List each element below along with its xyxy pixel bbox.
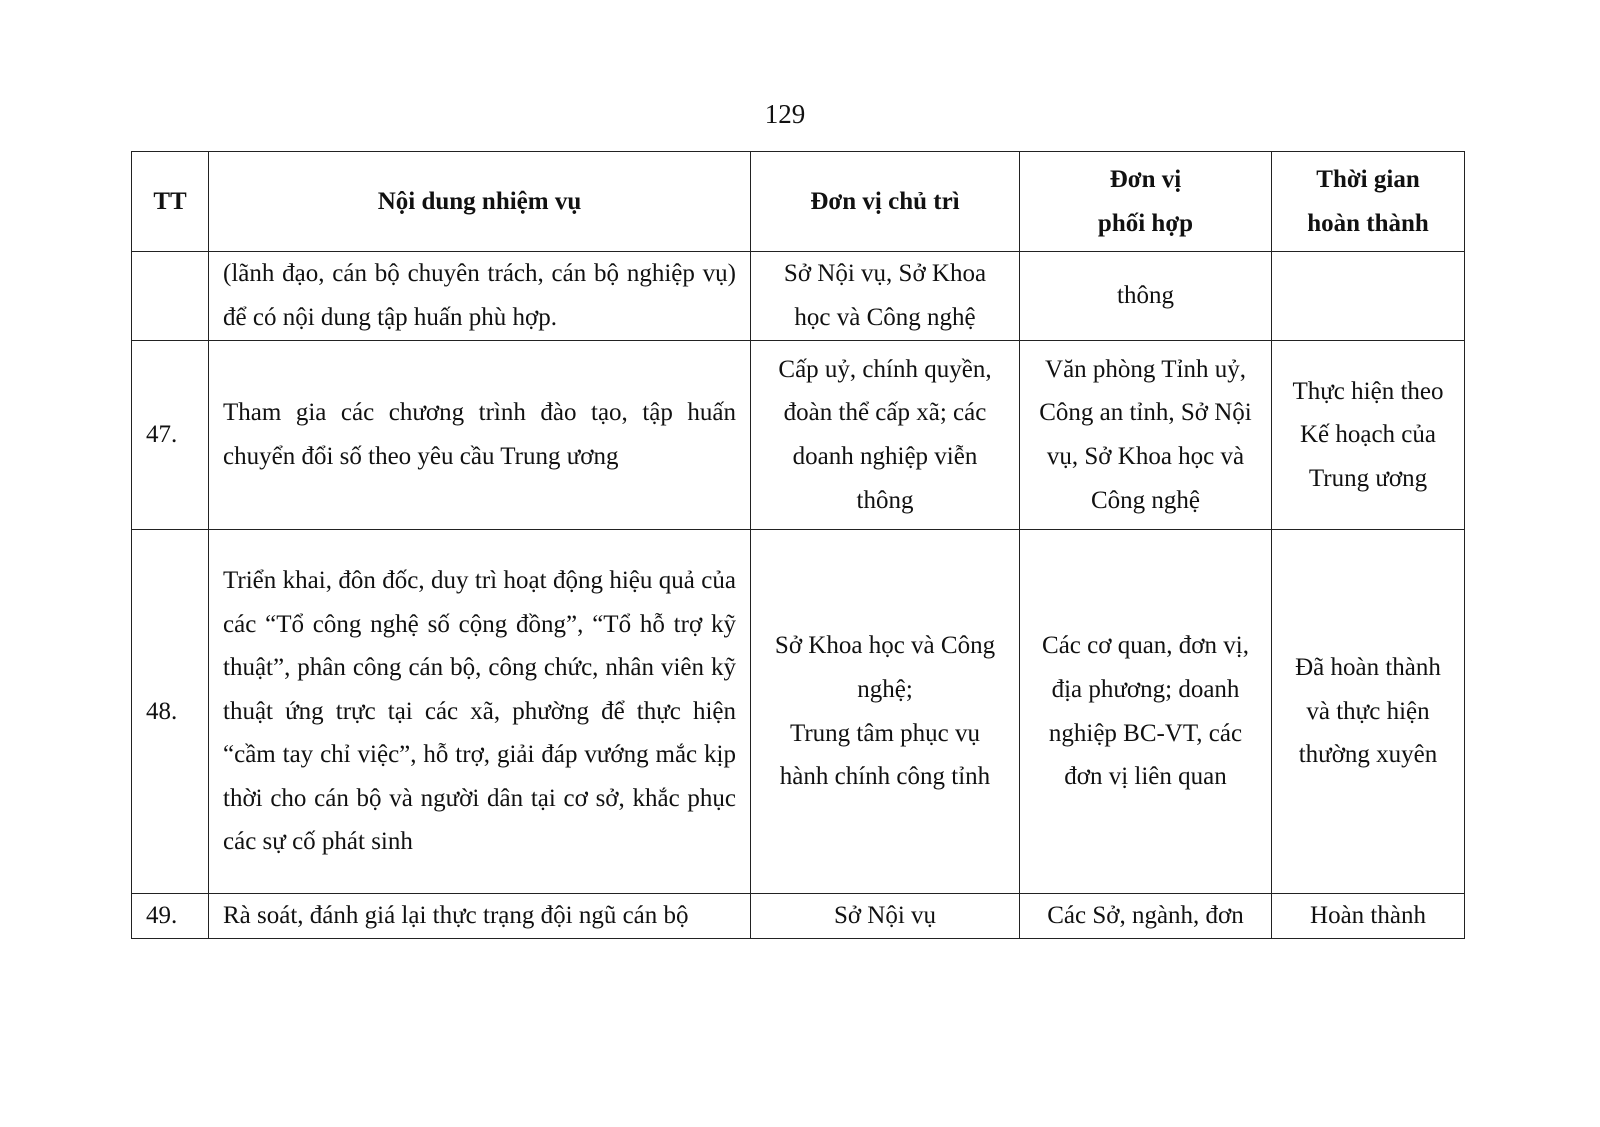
task-table <box>131 151 1465 939</box>
cell-content: Rà soát, đánh giá lại thực trạng đội ngũ cán bộ <box>209 894 751 939</box>
cell-completion-time: Thực hiện theo Kế hoạch của Trung ương <box>1272 341 1465 530</box>
table-row-49 <box>132 894 1465 939</box>
cell-tt: 48. <box>132 530 209 894</box>
header-time-line1: Thời gian <box>1316 165 1420 193</box>
cell-coordinating-unit: Các Sở, ngành, đơn <box>1020 894 1272 939</box>
header-coordinating-unit <box>1020 152 1272 252</box>
header-time-line2: hoàn thành <box>1307 209 1429 237</box>
cell-tt: 49. <box>132 894 209 939</box>
cell-content: (lãnh đạo, cán bộ chuyên trách, cán bộ nghiệp vụ) để có nội dung tập huấn phù hợp. <box>209 252 751 341</box>
cell-completion-time: Hoàn thành <box>1272 894 1465 939</box>
table-header-row <box>132 152 1465 252</box>
header-lead-unit: Đơn vị chủ trì <box>751 152 1020 252</box>
table-row-continued <box>132 252 1465 341</box>
cell-lead-unit: Sở Nội vụ, Sở Khoa học và Công nghệ <box>751 252 1020 341</box>
cell-content: Triển khai, đôn đốc, duy trì hoạt động hiệu quả của các “Tổ công nghệ số cộng đồng”, “Tổ hỗ trợ kỹ thuật”, phân công cán bộ, công chức, nhân viên kỹ thuật ứng trực tại các xã, phường để thực hiện “cầm tay chỉ việc”, hỗ trợ, giải đáp vướng mắc kịp thời cho cán bộ và người dân tại cơ sở, khắc phục các sự cố phát sinh <box>209 530 751 894</box>
cell-lead-unit: Sở Nội vụ <box>751 894 1020 939</box>
cell-coordinating-unit: Văn phòng Tỉnh uỷ, Công an tỉnh, Sở Nội vụ, Sở Khoa học và Công nghệ <box>1020 341 1272 530</box>
header-content: Nội dung nhiệm vụ <box>209 152 751 252</box>
cell-tt <box>132 252 209 341</box>
cell-coordinating-unit: Các cơ quan, đơn vị, địa phương; doanh nghiệp BC-VT, các đơn vị liên quan <box>1020 530 1272 894</box>
cell-completion-time: Đã hoàn thành và thực hiện thường xuyên <box>1272 530 1465 894</box>
page-number: 129 <box>764 99 806 129</box>
cell-completion-time <box>1272 252 1465 341</box>
lead-unit-line2: Trung tâm phục vụ hành chính công tỉnh <box>779 719 991 791</box>
table-row-47 <box>132 341 1465 530</box>
header-coordinating-line1: Đơn vị <box>1109 165 1182 193</box>
lead-unit-line1: Sở Khoa học và Công nghệ; <box>774 632 996 703</box>
header-coordinating-line2: phối hợp <box>1097 209 1194 237</box>
header-tt: TT <box>132 152 209 252</box>
cell-lead-unit <box>751 530 1020 894</box>
cell-content: Tham gia các chương trình đào tạo, tập huấn chuyển đổi số theo yêu cầu Trung ương <box>209 341 751 530</box>
table-row-48 <box>132 530 1465 894</box>
cell-lead-unit: Cấp uỷ, chính quyền, đoàn thể cấp xã; các doanh nghiệp viễn thông <box>751 341 1020 530</box>
cell-tt: 47. <box>132 341 209 530</box>
cell-coordinating-unit: thông <box>1020 252 1272 341</box>
header-completion-time <box>1272 152 1465 252</box>
